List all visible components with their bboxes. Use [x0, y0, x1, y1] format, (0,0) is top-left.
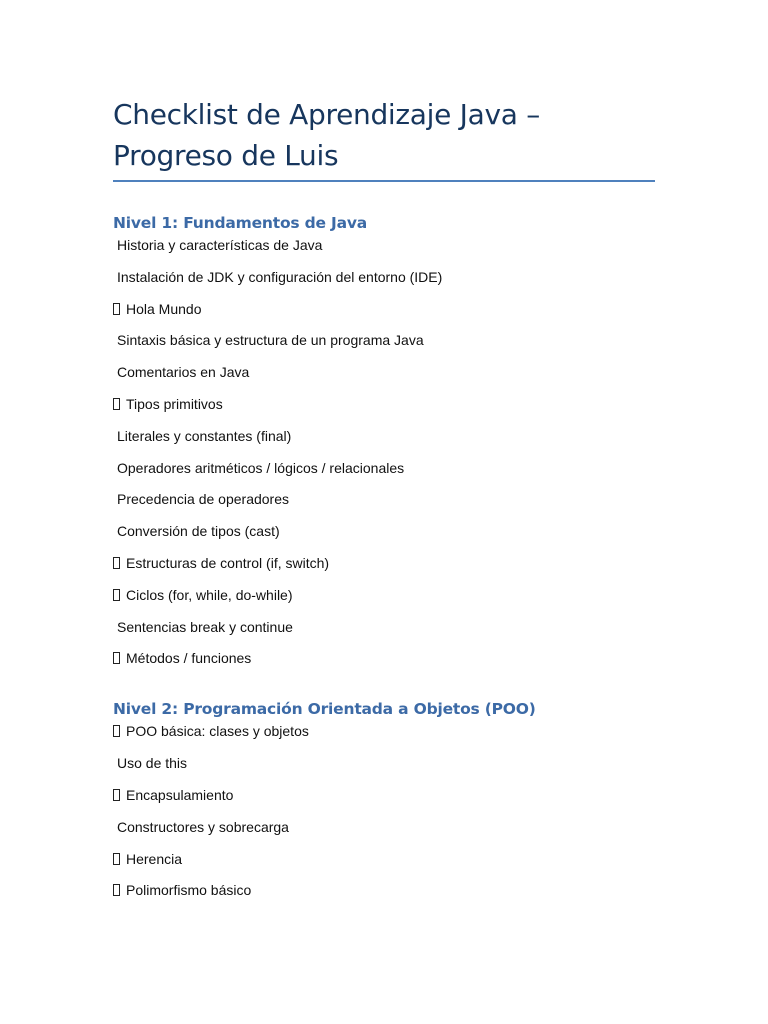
checklist-item: [113, 267, 655, 287]
checklist-item-label: Ciclos (for, while, do-while): [126, 586, 293, 603]
checklist-item: [113, 617, 655, 637]
document-title: Checklist de Aprendizaje Java – Progreso de Luis: [113, 94, 655, 182]
checklist-item: [113, 880, 655, 900]
checklist-item-label: Operadores aritméticos / lógicos / relacionales: [117, 459, 405, 476]
checklist-item: [113, 235, 655, 255]
checklist-item-label: Hola Mundo: [126, 300, 202, 317]
checklist-item-label: Comentarios en Java: [117, 364, 250, 381]
checklist-item: [113, 817, 655, 837]
checklist-item: [113, 362, 655, 382]
checklist: [113, 721, 655, 900]
checklist-item: [113, 648, 655, 668]
checklist-item-label: Encapsulamiento: [126, 786, 234, 803]
checklist-item-label: Historia y características de Java: [117, 237, 323, 253]
checklist-item: [113, 721, 655, 741]
checkbox-icon[interactable]: [113, 853, 120, 865]
checklist-item-label: Tipos primitivos: [126, 395, 223, 412]
checklist-item: [113, 585, 655, 605]
checklist-item: [113, 426, 655, 446]
checklist-item: [113, 849, 655, 869]
checklist-item-label: Sentencias break y continue: [117, 618, 293, 635]
checkbox-icon[interactable]: [113, 652, 120, 664]
checklist-item: [113, 458, 655, 478]
section-nivel-1: [113, 213, 655, 668]
checklist-item: [113, 330, 655, 350]
checklist-item-label: Instalación de JDK y configuración del entorno (IDE): [117, 268, 443, 285]
checkbox-icon[interactable]: [113, 884, 120, 896]
checklist-item-label: Conversión de tipos (cast): [117, 523, 280, 540]
document-page: [113, 94, 655, 900]
checklist-item: [113, 299, 655, 319]
checklist-item: [113, 753, 655, 773]
checklist-item-label: Uso de this: [117, 755, 188, 772]
checklist-item-label: Constructores y sobrecarga: [117, 818, 289, 835]
section-nivel-2: [113, 699, 655, 900]
checkbox-icon[interactable]: [113, 789, 120, 801]
checklist-item-label: Estructuras de control (if, switch): [126, 554, 330, 571]
checklist: [113, 235, 655, 668]
checklist-item-label: Literales y constantes (final): [117, 427, 292, 444]
checklist-item-label: Precedencia de operadores: [117, 491, 290, 508]
checkbox-icon[interactable]: [113, 557, 120, 569]
checklist-item-label: Sintaxis básica y estructura de un programa Java: [117, 332, 424, 349]
section-heading: Nivel 1: Fundamentos de Java: [113, 214, 368, 232]
checklist-item-label: Herencia: [126, 850, 183, 867]
checkbox-icon[interactable]: [113, 725, 120, 737]
checkbox-icon[interactable]: [113, 303, 120, 315]
checklist-item: [113, 394, 655, 414]
checklist-item-label: POO básica: clases y objetos: [126, 723, 309, 740]
checkbox-icon[interactable]: [113, 589, 120, 601]
checklist-item: [113, 785, 655, 805]
checklist-item-label: Métodos / funciones: [126, 650, 252, 667]
checklist-item: [113, 521, 655, 541]
checklist-item: [113, 489, 655, 509]
checklist-item: [113, 553, 655, 573]
section-heading: Nivel 2: Programación Orientada a Objetos (POO): [113, 700, 536, 719]
checkbox-icon[interactable]: [113, 398, 120, 410]
checklist-item-label: Polimorfismo básico: [126, 882, 252, 899]
